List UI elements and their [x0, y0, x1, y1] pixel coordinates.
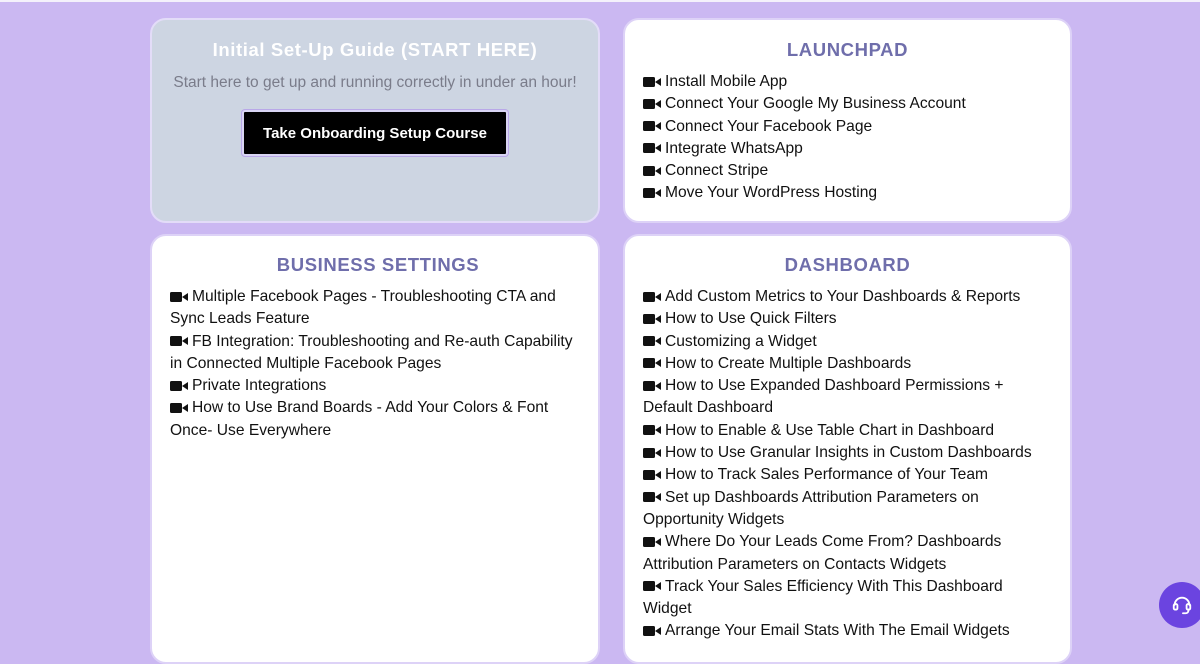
video-camera-icon: [643, 292, 655, 302]
lesson-label: Set up Dashboards Attribution Parameters on Opportunity Widgets: [643, 488, 979, 528]
video-camera-icon: [643, 99, 655, 109]
setup-guide-subtitle: Start here to get up and running correctly in under an hour!: [173, 74, 577, 91]
dashboard-title: DASHBOARD: [784, 254, 911, 275]
video-camera-icon: [643, 314, 655, 324]
video-camera-icon: [643, 358, 655, 368]
lesson-label: Multiple Facebook Pages - Troubleshooting CTA and Sync Leads Feature: [170, 288, 556, 328]
lesson-link[interactable]: [643, 442, 1052, 464]
lesson-label: How to Enable & Use Table Chart in Dashboard: [665, 421, 995, 439]
lesson-label: Customizing a Widget: [665, 332, 817, 350]
lesson-link[interactable]: [643, 331, 1052, 353]
chat-support-button[interactable]: [1159, 582, 1200, 628]
lesson-link[interactable]: [643, 182, 1052, 204]
lesson-label: Connect Your Facebook Page: [665, 117, 873, 135]
launchpad-title: LAUNCHPAD: [786, 39, 909, 60]
launchpad-list: [643, 71, 1052, 205]
video-camera-icon: [643, 448, 655, 458]
business-settings-title: BUSINESS SETTINGS: [276, 254, 480, 275]
lesson-label: How to Track Sales Performance of Your Team: [665, 466, 989, 484]
business-settings-list: [170, 286, 586, 442]
video-camera-icon: [643, 470, 655, 480]
video-camera-icon: [643, 121, 655, 131]
onboarding-course-button[interactable]: Take Onboarding Setup Course: [242, 110, 508, 156]
lesson-label: Track Your Sales Efficiency With This Dashboard Widget: [643, 577, 1003, 618]
lesson-link[interactable]: [643, 71, 1052, 93]
lesson-label: How to Use Granular Insights in Custom Dashboards: [665, 444, 1032, 462]
lesson-label: How to Use Expanded Dashboard Permissions + Default Dashboard: [643, 377, 1004, 417]
lesson-link[interactable]: [170, 397, 586, 442]
video-camera-icon: [170, 336, 182, 346]
chat-support-icon: [1171, 594, 1193, 616]
video-camera-icon: [643, 492, 655, 502]
lesson-label: FB Integration: Troubleshooting and Re-auth Capability in Connected Multiple Facebook Pages: [170, 332, 573, 372]
lesson-link[interactable]: [643, 576, 1052, 621]
lesson-link[interactable]: [643, 116, 1052, 138]
lesson-label: Connect Stripe: [665, 162, 769, 180]
video-camera-icon: [643, 581, 655, 591]
launchpad-card: [623, 18, 1072, 223]
video-camera-icon: [643, 77, 655, 87]
lesson-link[interactable]: [643, 93, 1052, 115]
video-camera-icon: [643, 166, 655, 176]
lesson-label: Connect Your Google My Business Account: [665, 95, 966, 113]
setup-guide-card: [150, 18, 600, 223]
video-camera-icon: [643, 425, 655, 435]
dashboard-card: [623, 234, 1072, 664]
lesson-link[interactable]: [643, 487, 1052, 532]
lesson-label: Integrate WhatsApp: [665, 139, 803, 157]
lesson-label: Where Do Your Leads Come From? Dashboards Attribution Parameters on Contacts Widgets: [643, 533, 1002, 573]
top-strip: [0, 0, 1200, 2]
dashboard-list: [643, 286, 1052, 643]
lesson-link[interactable]: [643, 464, 1052, 486]
video-camera-icon: [643, 188, 655, 198]
lesson-link[interactable]: [643, 531, 1052, 576]
setup-guide-title: Initial Set-Up Guide (START HERE): [212, 39, 538, 60]
lesson-label: Arrange Your Email Stats With The Email Widgets: [665, 622, 1010, 640]
lesson-label: How to Use Quick Filters: [665, 310, 837, 328]
lesson-link[interactable]: [643, 308, 1052, 330]
lesson-label: Move Your WordPress Hosting: [665, 184, 878, 202]
video-camera-icon: [643, 143, 655, 153]
business-settings-card: [150, 234, 600, 664]
video-camera-icon: [643, 626, 655, 636]
video-camera-icon: [170, 403, 182, 413]
lesson-link[interactable]: [170, 375, 586, 397]
lesson-label: Add Custom Metrics to Your Dashboards & Reports: [665, 288, 1021, 305]
video-camera-icon: [643, 381, 655, 391]
lesson-link[interactable]: [643, 160, 1052, 182]
video-camera-icon: [643, 336, 655, 346]
lesson-link[interactable]: [643, 138, 1052, 160]
lesson-link[interactable]: [643, 375, 1052, 420]
lesson-link[interactable]: [170, 286, 586, 331]
lesson-link[interactable]: [643, 353, 1052, 375]
lesson-label: How to Use Brand Boards - Add Your Colors & Font Once- Use Everywhere: [170, 399, 549, 439]
lesson-link[interactable]: [643, 620, 1052, 642]
lesson-label: Private Integrations: [192, 377, 327, 395]
video-camera-icon: [643, 537, 655, 547]
video-camera-icon: [170, 381, 182, 391]
lesson-link[interactable]: [643, 420, 1052, 442]
lesson-label: Install Mobile App: [665, 73, 788, 90]
video-camera-icon: [170, 292, 182, 302]
lesson-link[interactable]: [643, 286, 1052, 308]
lesson-label: How to Create Multiple Dashboards: [665, 354, 912, 372]
lesson-link[interactable]: [170, 331, 586, 376]
